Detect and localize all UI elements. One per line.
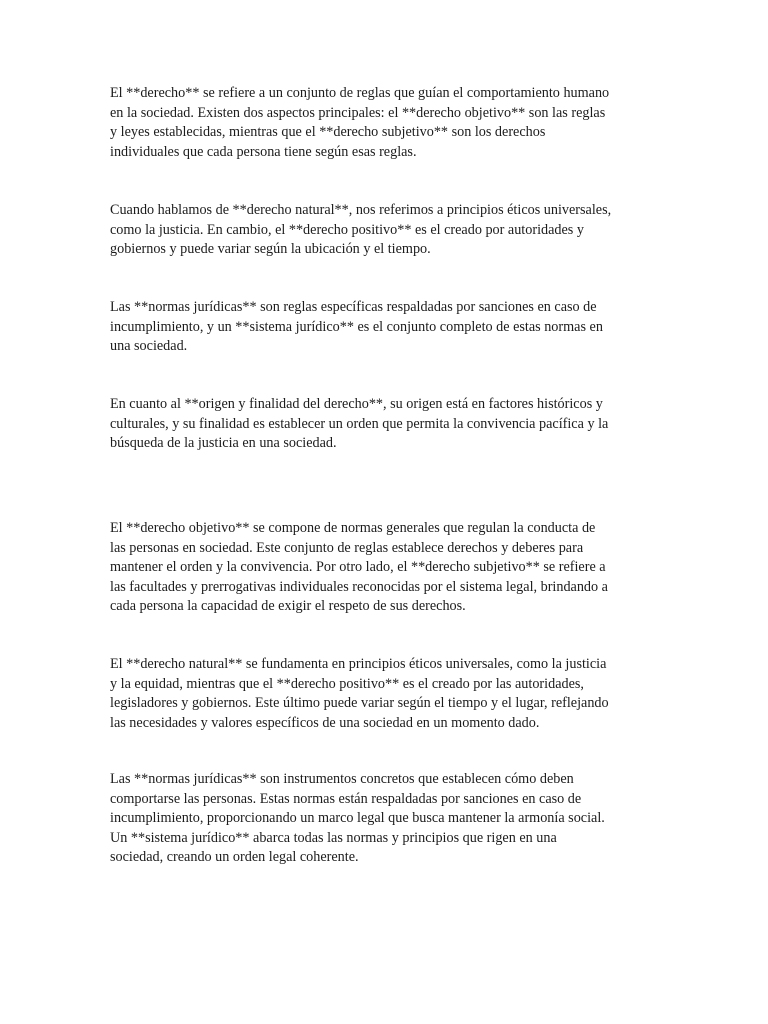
paragraph-line: en la sociedad. Existen dos aspectos principales: el **derecho objetivo** son las reglas: [110, 104, 606, 121]
paragraph-line: El **derecho natural** se fundamenta en principios éticos universales, como la justicia: [110, 656, 607, 672]
paragraph-line: Las **normas jurídicas** son reglas específicas respaldadas por sanciones en caso de: [110, 299, 597, 315]
paragraph-line: Un **sistema jurídico** abarca todas las normas y principios que rigen en una: [110, 829, 557, 846]
paragraph-line: incumplimiento, proporcionando un marco legal que busca mantener la armonía social.: [110, 810, 605, 827]
paragraph-line: individuales que cada persona tiene según esas reglas.: [110, 143, 417, 160]
paragraph-line: las personas en sociedad. Este conjunto de reglas establece derechos y deberes para: [110, 539, 584, 556]
paragraph-derecho-intro: [110, 84, 662, 162]
paragraph-line: cada persona la capacidad de exigir el respeto de sus derechos.: [110, 598, 466, 615]
paragraph-normas-intro: [110, 298, 662, 357]
paragraph-line: y leyes establecidas, mientras que el **derecho subjetivo** son los derechos: [110, 124, 546, 141]
paragraph-line: culturales, y su finalidad es establecer un orden que permita la convivencia pacífica y la: [110, 415, 609, 432]
paragraph-derecho-natural-intro: [110, 201, 662, 260]
paragraph-line: sociedad, creando un orden legal coherente.: [110, 849, 359, 866]
paragraph-normas-juridicas: [110, 770, 662, 868]
paragraph-line: las necesidades y valores específicos de una sociedad en un momento dado.: [110, 714, 540, 731]
paragraph-line: y la equidad, mientras que el **derecho positivo** es el creado por las autoridades,: [110, 675, 584, 692]
paragraph-line: El **derecho** se refiere a un conjunto de reglas que guían el comportamiento humano: [110, 85, 610, 101]
paragraph-line: El **derecho objetivo** se compone de normas generales que regulan la conducta de: [110, 520, 596, 536]
paragraph-line: como la justicia. En cambio, el **derecho positivo** es el creado por autoridades y: [110, 221, 584, 238]
paragraph-line: Las **normas jurídicas** son instrumentos concretos que establecen cómo deben: [110, 771, 574, 787]
paragraph-line: Cuando hablamos de **derecho natural**, nos referimos a principios éticos universales,: [110, 202, 612, 218]
paragraph-derecho-natural: [110, 655, 662, 733]
paragraph-line: gobiernos y puede variar según la ubicación y el tiempo.: [110, 241, 431, 258]
paragraph-derecho-objetivo: [110, 519, 662, 617]
paragraph-line: comportarse las personas. Estas normas están respaldadas por sanciones en caso de: [110, 790, 582, 807]
paragraph-line: búsqueda de la justicia en una sociedad.: [110, 435, 337, 452]
paragraph-line: legisladores y gobiernos. Este último puede variar según el tiempo y el lugar, reflejando: [110, 695, 609, 712]
paragraph-line: las facultades y prerrogativas individuales reconocidas por el sistema legal, brindando a: [110, 578, 608, 595]
paragraph-line: una sociedad.: [110, 338, 188, 355]
paragraph-line: incumplimiento, y un **sistema jurídico** es el conjunto completo de estas normas en: [110, 318, 603, 335]
paragraph-origen-finalidad: [110, 395, 662, 454]
paragraph-line: En cuanto al **origen y finalidad del derecho**, su origen está en factores históricos y: [110, 396, 603, 412]
paragraph-line: mantener el orden y la convivencia. Por otro lado, el **derecho subjetivo** se refiere a: [110, 559, 606, 576]
